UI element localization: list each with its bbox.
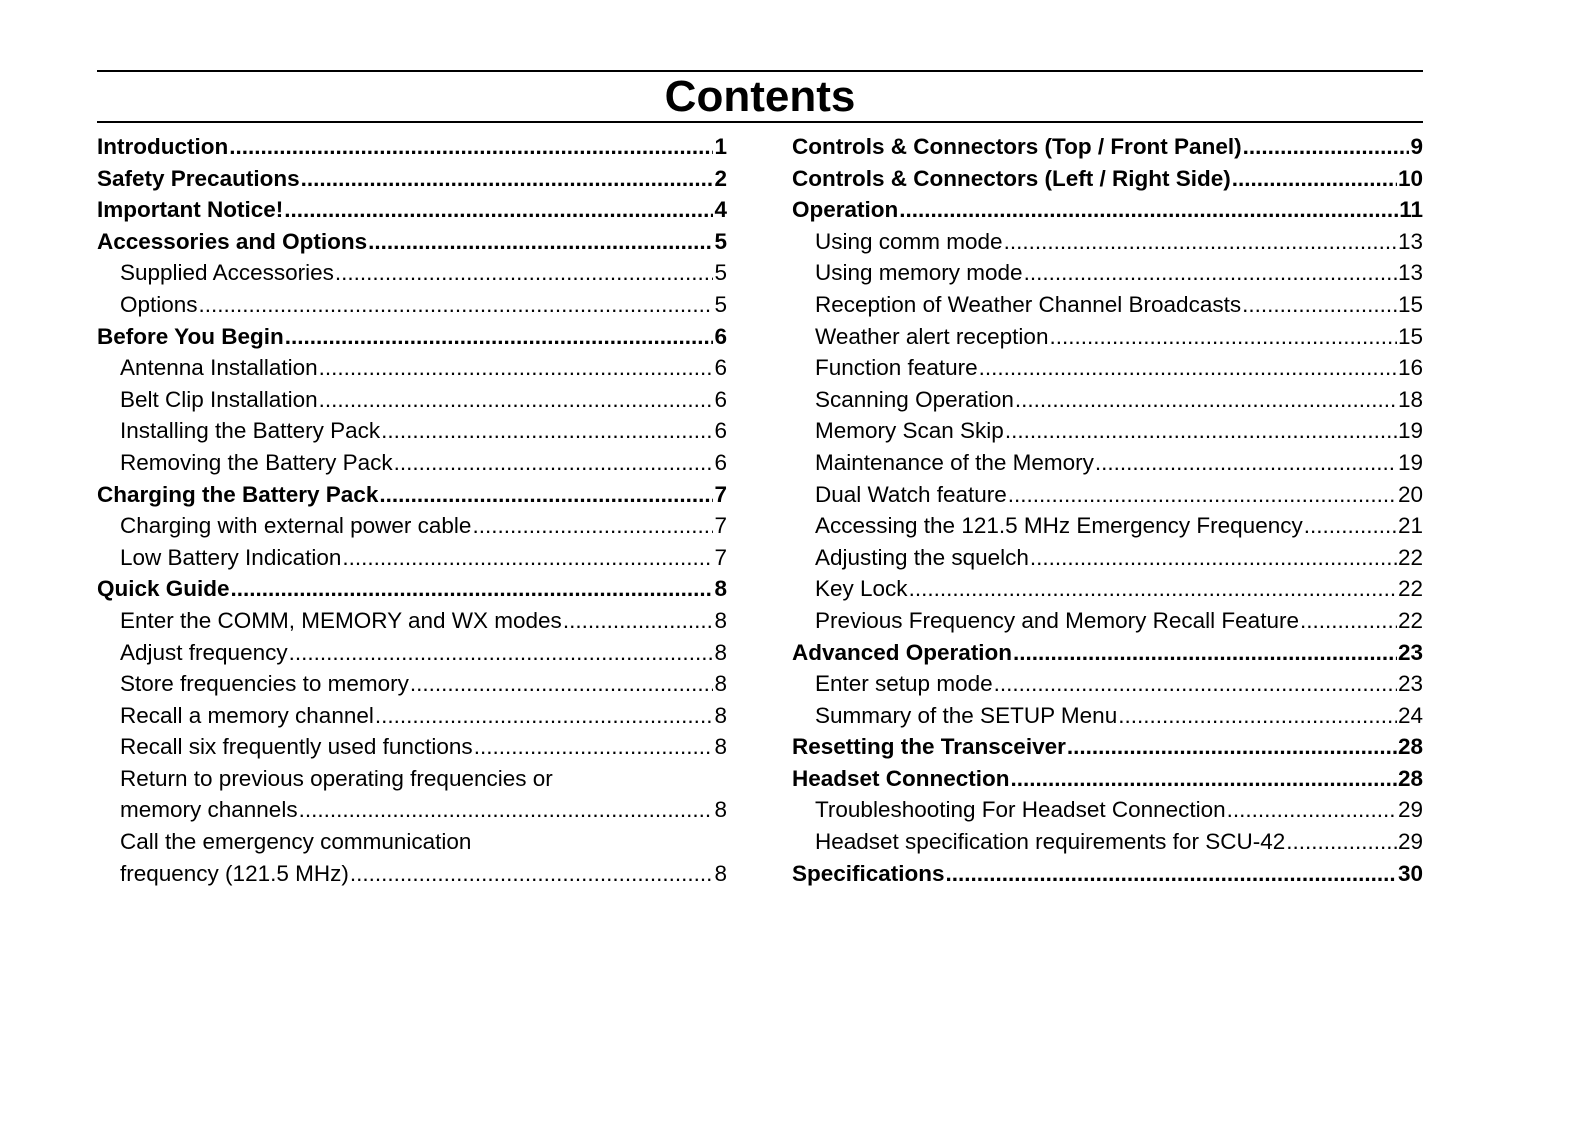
toc-entry-page: 4 [714,197,727,223]
toc-entry-page: 5 [714,260,727,286]
toc-entry-title: Call the emergency communication [120,829,472,855]
toc-entry-page: 5 [714,291,727,317]
toc-entry-page: 7 [714,544,727,570]
toc-entry-recall-a-memory-channel[interactable] [97,700,727,732]
dot-leader [1004,226,1397,258]
toc-entry-antenna-installation[interactable] [97,352,727,384]
toc-entry-title: Accessing the 121.5 MHz Emergency Frequency [815,513,1303,539]
toc-entry-page: 23 [1397,671,1423,697]
toc-entry-summary-of-the-setup-menu[interactable] [792,700,1423,732]
toc-entry-title: Belt Clip Installation [120,386,318,412]
toc-entry-title: Scanning Operation [815,386,1014,412]
toc-entry-title: Supplied Accessories [120,260,334,286]
dot-leader [946,858,1397,890]
toc-entry-page: 22 [1397,544,1423,570]
toc-left-column [97,131,727,889]
toc-entry-safety-precautions[interactable] [97,163,727,195]
toc-entry-title: Enter setup mode [815,671,993,697]
toc-entry-title: Headset specification requirements for SCU-42 [815,829,1286,855]
toc-entry-page: 8 [714,607,727,633]
dot-leader [1227,794,1397,826]
toc-entry-adjust-frequency[interactable] [97,637,727,669]
toc-entry-title: Antenna Installation [120,355,318,381]
toc-entry-advanced-operation[interactable] [792,637,1423,669]
dot-leader [350,858,714,890]
toc-entry-title: Dual Watch feature [815,481,1007,507]
toc-entry-page: 8 [714,639,727,665]
toc-entry-page: 7 [714,513,727,539]
toc-entry-title: Weather alert reception [815,323,1049,349]
toc-entry-weather-alert-reception[interactable] [792,321,1423,353]
toc-entry-title-continued: memory channels [120,797,298,823]
toc-entry-page: 8 [714,860,727,886]
dot-leader [1118,700,1397,732]
dot-leader [229,131,713,163]
toc-entry-page: 10 [1397,165,1423,191]
dot-leader [1030,542,1397,574]
toc-entry-page: 23 [1397,639,1423,665]
toc-entry-previous-frequency-and-memory-recall-feature[interactable] [792,605,1423,637]
dot-leader [368,226,713,258]
toc-entry-title: Quick Guide [97,576,230,602]
toc-entry-title-continued: frequency (121.5 MHz) [120,860,349,886]
toc-entry-title: Troubleshooting For Headset Connection [815,797,1226,823]
toc-entry-supplied-accessories[interactable] [97,257,727,289]
dot-leader [1005,415,1397,447]
dot-leader [319,352,714,384]
toc-entry-title: Installing the Battery Pack [120,418,381,444]
toc-entry-title: Introduction [97,134,229,159]
page-title: Contents [664,72,856,121]
title-bottom-rule [97,121,1423,123]
dot-leader [1300,605,1397,637]
toc-entry-important-notice[interactable] [97,194,727,226]
dot-leader [301,163,714,195]
toc-entry-store-frequencies-to-memory[interactable] [97,668,727,700]
toc-entry-page: 11 [1399,197,1423,223]
toc-entry-using-memory-mode[interactable] [792,257,1423,289]
toc-entry-before-you-begin[interactable] [97,321,727,353]
toc-entry-quick-guide[interactable] [97,573,727,605]
dot-leader [319,384,714,416]
toc-entry-dual-watch-feature[interactable] [792,479,1423,511]
dot-leader [1286,826,1397,858]
toc-entry-title: Key Lock [815,576,908,602]
dot-leader [231,573,714,605]
toc-entry-title: Memory Scan Skip [815,418,1004,444]
toc-entry-page: 6 [714,323,727,349]
dot-leader [1049,321,1397,353]
toc-entry-page: 13 [1397,260,1423,286]
toc-entry-installing-the-battery-pack[interactable] [97,415,727,447]
toc-entry-page: 6 [714,355,727,381]
dot-leader [284,194,713,226]
toc-entry-page: 21 [1397,513,1423,539]
toc-entry-operation[interactable] [792,194,1423,226]
toc-entry-title: Store frequencies to memory [120,671,409,697]
toc-entry-title: Controls & Connectors (Left / Right Side) [792,165,1231,191]
toc-entry-page: 30 [1397,860,1423,886]
toc-entry-page: 13 [1397,228,1423,254]
toc-entry-enter-setup-mode[interactable] [792,668,1423,700]
dot-leader [1013,637,1397,669]
dot-leader [1304,510,1397,542]
dot-leader [979,352,1397,384]
toc-entry-page: 5 [714,228,727,254]
toc-entry-resetting-the-transceiver[interactable] [792,731,1423,763]
toc-entry-title: Using memory mode [815,260,1023,286]
toc-entry-page: 8 [714,671,727,697]
toc-entry-title: Specifications [792,860,945,886]
toc-entry-page: 16 [1397,355,1423,381]
toc-entry-title: Controls & Connectors (Top / Front Panel) [792,134,1242,159]
toc-entry-title: Accessories and Options [97,228,368,254]
toc-entry-headset-connection[interactable] [792,763,1423,795]
toc-entry-title: Return to previous operating frequencies or [120,765,553,791]
dot-leader [379,479,713,511]
toc-entry-title: Adjusting the squelch [815,544,1029,570]
toc-entry-options[interactable] [97,289,727,321]
toc-entry-title: Previous Frequency and Memory Recall Feature [815,607,1299,633]
dot-leader [289,637,714,669]
toc-entry-accessing-the-121-5-mhz-emergency-frequency[interactable] [792,510,1423,542]
toc-entry-return-to-previous-operating-frequencies-or-line1[interactable] [97,763,727,795]
toc-entry-page: 22 [1397,607,1423,633]
toc-entry-specifications[interactable] [792,858,1423,890]
toc-entry-page: 22 [1397,576,1423,602]
toc-entry-introduction[interactable] [97,131,727,163]
toc-entry-page: 29 [1397,797,1423,823]
toc-entry-low-battery-indication[interactable] [97,542,727,574]
toc-entry-controls-connectors-top-front-panel[interactable] [792,131,1423,163]
toc-entry-troubleshooting-for-headset-connection[interactable] [792,794,1423,826]
toc-entry-call-the-emergency-communication-line1[interactable] [97,826,727,858]
toc-entry-scanning-operation[interactable] [792,384,1423,416]
toc-entry-title: Function feature [815,355,978,381]
dot-leader [1008,479,1397,511]
dot-leader [375,700,714,732]
toc-entry-adjusting-the-squelch[interactable] [792,542,1423,574]
dot-leader [299,794,714,826]
toc-entry-title: Charging with external power cable [120,513,472,539]
toc-entry-title: Maintenance of the Memory [815,449,1094,475]
toc-entry-title: Before You Begin [97,323,284,349]
toc-entry-return-to-previous-operating-frequencies-or-line2[interactable] [97,794,727,826]
dot-leader [394,447,714,479]
toc-entry-title: Enter the COMM, MEMORY and WX modes [120,607,562,633]
dot-leader [335,257,714,289]
toc-entry-title: Safety Precautions [97,165,300,191]
dot-leader [1011,763,1397,795]
toc-entry-page: 18 [1397,386,1423,412]
toc-entry-title: Recall a memory channel [120,702,374,728]
toc-right-column [792,131,1423,889]
toc-entry-function-feature[interactable] [792,352,1423,384]
toc-entry-reception-of-weather-channel-broadcasts[interactable] [792,289,1423,321]
toc-entry-page: 29 [1397,829,1423,855]
toc-entry-page: 7 [714,481,727,507]
toc-entry-title: Headset Connection [792,765,1010,791]
toc-entry-page: 8 [714,797,727,823]
toc-entry-title: Charging the Battery Pack [97,481,379,507]
toc-entry-page: 20 [1397,481,1423,507]
dot-leader [474,731,714,763]
toc-entry-memory-scan-skip[interactable] [792,415,1423,447]
toc-entry-title: Reception of Weather Channel Broadcasts [815,291,1242,317]
toc-entry-page: 9 [1410,134,1423,159]
toc-entry-belt-clip-installation[interactable] [97,384,727,416]
toc-entry-title: Important Notice! [97,197,284,223]
toc-entry-page: 28 [1397,765,1423,791]
toc-entry-title: Operation [792,197,899,223]
dot-leader [994,668,1397,700]
toc-entry-key-lock[interactable] [792,573,1423,605]
toc-entry-charging-with-external-power-cable[interactable] [97,510,727,542]
toc-entry-page: 8 [714,734,727,760]
toc-entry-page: 15 [1397,291,1423,317]
dot-leader [1242,289,1397,321]
toc-entry-title: Recall six frequently used functions [120,734,473,760]
toc-entry-page: 28 [1397,734,1423,760]
toc-entry-recall-six-frequently-used-functions[interactable] [97,731,727,763]
toc-entry-page: 6 [714,418,727,444]
toc-entry-page: 8 [714,576,727,602]
toc-entry-title: Options [120,291,198,317]
toc-entry-call-the-emergency-communication-line2[interactable] [97,858,727,890]
dot-leader [285,321,714,353]
toc-entry-maintenance-of-the-memory[interactable] [792,447,1423,479]
toc-entry-title: Using comm mode [815,228,1003,254]
toc-entry-accessories-and-options[interactable] [97,226,727,258]
toc-entry-removing-the-battery-pack[interactable] [97,447,727,479]
dot-leader [1232,163,1397,195]
dot-leader [1243,131,1410,163]
toc-entry-page: 2 [714,165,727,191]
dot-leader [899,194,1398,226]
toc-entry-page: 24 [1397,702,1423,728]
dot-leader [410,668,714,700]
toc-entry-title: Resetting the Transceiver [792,734,1066,760]
dot-leader [342,542,713,574]
dot-leader [1067,731,1397,763]
toc-entry-page: 1 [714,134,727,159]
toc-entry-using-comm-mode[interactable] [792,226,1423,258]
dot-leader [199,289,714,321]
toc-entry-controls-connectors-left-right-side[interactable] [792,163,1423,195]
toc-entry-page: 15 [1397,323,1423,349]
toc-entry-title: Advanced Operation [792,639,1013,665]
dot-leader [909,573,1397,605]
dot-leader [1024,257,1397,289]
dot-leader [563,605,714,637]
toc-entry-title: Adjust frequency [120,639,288,665]
toc-entry-charging-the-battery-pack[interactable] [97,479,727,511]
dot-leader [381,415,713,447]
dot-leader [1015,384,1397,416]
toc-entry-page: 19 [1397,449,1423,475]
toc-entry-page: 6 [714,386,727,412]
toc-entry-title: Summary of the SETUP Menu [815,702,1118,728]
toc-entry-page: 6 [714,449,727,475]
toc-entry-page: 8 [714,702,727,728]
toc-entry-headset-specification-requirements-for-scu-42[interactable] [792,826,1423,858]
dot-leader [472,510,713,542]
toc-entry-title: Low Battery Indication [120,544,342,570]
toc-entry-page: 19 [1397,418,1423,444]
toc-entry-title: Removing the Battery Pack [120,449,393,475]
dot-leader [1095,447,1397,479]
toc-entry-enter-the-comm-memory-and-wx-modes[interactable] [97,605,727,637]
